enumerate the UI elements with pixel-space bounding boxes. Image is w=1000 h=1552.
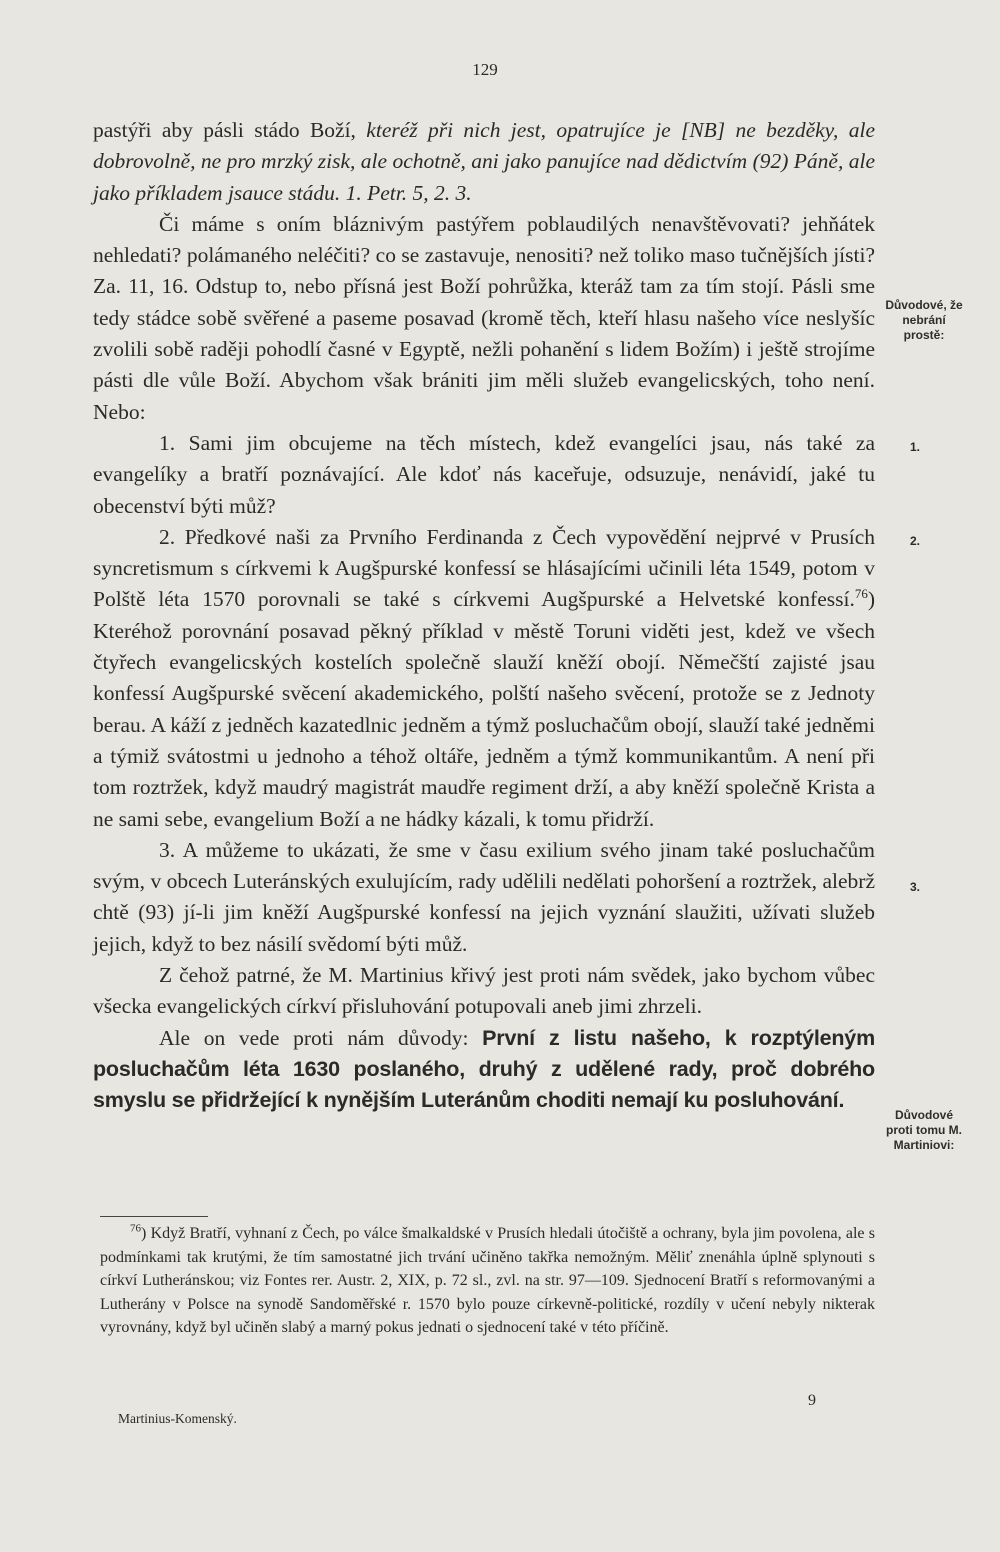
paragraph-3: [93, 522, 875, 835]
intro-italic-quote: kteréž při nich jest, opatrujíce je [NB] ne bezděky, ale dobrovolně, ne pro mrzký zisk, ale ochotně, ani jako panujíce nad dědictvím (92) Páně, ale jako příkladem jsauce stádu. 1. Petr. 5, 2. 3.: [93, 118, 876, 205]
margin-number-2: 2.: [910, 534, 921, 548]
paragraph-1: Či máme s oním bláznivým pastýřem poblaudilých nenavštěvovati? jehňátek nehledati? polámaného neléčiti? co se zastavuje, nenositi? než toliko maso tučnějších jísti? Za. 11, 16. Odstup to, nebo přísná jest Boží pohrůžka, kteráž tam za tím stojí. Pásli sme tedy stádce sobě svěřené a paseme posavad (kromě těch, kteří hlasu našeho více neslyšíc zvolili sobě raději pohodlí časné v Egyptě, nežli pohanění s lidem Božím) i ještě strojíme pásti dle vůle Boží. Abychom však brániti jim měli služeb evangelicských, toho není. Nebo:: [93, 211, 875, 424]
margin-note-proti-martiniovi: Důvodové proti tomu M. Martiniovi:: [886, 1108, 962, 1152]
margin-number-3: 3.: [910, 880, 921, 894]
footnote: [100, 1222, 875, 1340]
footnote-divider: [100, 1216, 208, 1217]
main-text: [93, 115, 875, 1117]
paragraph-3-part-b: ) Kteréhož porovnání posavad pěkný příklad v městě Toruni viděti jest, kdež ve všech čtyřech evangelicských kostelích společně slauží kněží obojí. Němečští zajisté jsau konfessí Augšpurské svěcení akademického, polští našeho svěcení, protože se z Jednoty berau. A káží z jedněch kazatedlnic jedněm a týmž posluchačům obojí, slauží také jedněmi a týmiž svátostmi u jednoho a téhož oltáře, jedněm a týmž kommunikantům. A není při tom roztržek, když maudrý magistrát maudře regiment drží, a aby kněží společně Krista a ne sami sebe, evangelium Boží a ne hádky kázali, k tomu přidrží.: [93, 587, 875, 831]
margin-note-duvodove: Důvodové, že nebrání prostě:: [885, 298, 963, 342]
page-number: 129: [472, 60, 498, 79]
paragraph-2: 1. Sami jim obcujeme na těch místech, kdež evangelíci jsau, nás také za evangelíky a bratří poznávající. Ale kdoť nás kaceřuje, odsuzuje, nenávidí, jaké tu obecenství býti můž?: [93, 430, 875, 518]
intro-plain: pastýři aby pásli stádo Boží,: [93, 118, 367, 142]
signature-number: 9: [808, 1392, 816, 1409]
paragraph-3-part-a: 2. Předkové naši za Prvního Ferdinanda z Čech vypovědění nejprvé v Prusích syncretismum s církvemi k Augšpurské konfessí se hlásajícími učinili léta 1549, potom v Polště léta 1570 porovnali se také s církvemi Augšpurské a Helvetské konfessí.: [93, 524, 875, 612]
margin-number-1: 1.: [910, 440, 921, 454]
footnote-text: ) Když Bratří, vyhnaní z Čech, po válce šmalkaldské v Prusích hledali útočiště a ochrany, byla jim povolena, ale s podmínkami tak krutými, že tím samostatné jich trvání učiněno takřka nemožným. Měliť znenáhla úplně splynouti s církví Lutheránskou; viz Fontes rer. Austr. 2, XIX, p. 72 sl., zvl. na str. 97—109. Sjednocení Bratří s reformovanými a Lutherány v Polsce na synodě Sandoměřské r. 1570 bylo pouze církevně-politické, rozdíly v učení nebyly nikterak vyrovnány, když byl učiněn slabý a marný pokus jednati o sjednocení také v této příčině.: [100, 1225, 875, 1336]
paragraph-6: [93, 1023, 875, 1117]
footnote-marker: 76: [130, 1222, 141, 1235]
paragraph-intro: [93, 115, 875, 209]
footnote-reference: 76: [854, 586, 868, 602]
paragraph-6-plain: Ale on vede proti nám důvody:: [159, 1025, 483, 1050]
paragraph-4: 3. A můžeme to ukázati, že sme v času exilium svého jinam také posluchačům svým, v obcech Luteránských exulujícím, rady udělili nedělati pohoršení a roztržek, alebrž chtě (93) jí-li jim kněží Augšpurské konfessí na jejich vyznání slaužiti, užívati služeb jejich, když to bez násilí svědomí býti můž.: [93, 837, 875, 956]
signature-mark: Martinius-Komenský.: [118, 1411, 237, 1426]
paragraph-6-bold: První z listu našeho, k rozptýleným posluchačům léta 1630 poslaného, druhý z udělené rady, proč dobrého smyslu se přidržející k nynějším Luteránům choditi nemají ku posluhování.: [93, 1025, 875, 1113]
paragraph-5: Z čehož patrné, že M. Martinius křivý jest proti nám svědek, jako bychom vůbec všecka evangelických církví přisluhování potupovali aneb jimi zhrzeli.: [93, 963, 875, 1019]
